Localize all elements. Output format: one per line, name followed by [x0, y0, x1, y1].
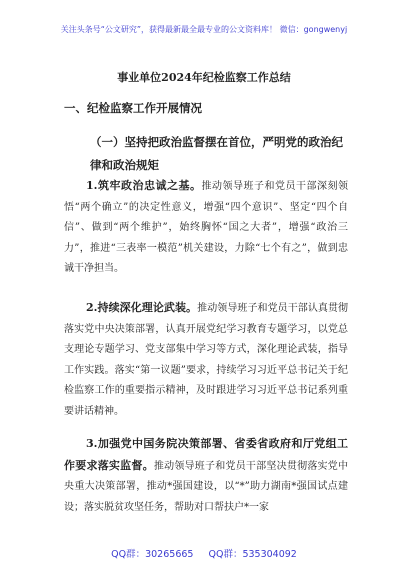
paragraph-3-body: 推动领导班子和党员干部坚决贯彻落实党中央重大决策部署，推动*强国建设，以“*”助力湖南*强国试点建设；落实脱贫攻坚任务，帮助对口帮扶户*一家 — [64, 460, 349, 513]
footer-qq-group-2: QQ群：535304092 — [208, 549, 297, 560]
sub-heading: （一）坚持把政治监督摆在首位，严明党的政治纪律和政治规矩 — [90, 135, 343, 172]
paragraph-3-lead: 3.加强党中国务院决策部署、省委省政府和厅党组工作要求落实监督。 — [64, 437, 348, 472]
paragraph-2-body: 推动领导班子和党员干部认真贯彻落实党中央决策部署，认真开展党纪学习教育专题学习，以党总支理论专题学习、党支部集中学习等方式，深化理论武装，指导工作实践。落实“第一议题”要求，持续学习习近平总书记关于纪检监察工作的重要指示精神，及时跟进学习习近平总书记系列重要讲话精神。 — [64, 303, 349, 417]
paragraph-1-lead: 1.筑牢政治忠诚之基。 — [86, 179, 202, 192]
paragraph-2-lead: 2.持续深化理论武装。 — [86, 301, 198, 314]
document-title: 事业单位2024年纪检监察工作总结 — [117, 71, 291, 84]
paragraph-3 — [64, 434, 348, 518]
footer-qq-group-1: QQ群：30265665 — [111, 549, 194, 560]
promo-banner: 关注头条号“公文研究”，获得最新最全最专业的公文资料库！ 微信：gongwenyj — [60, 25, 348, 34]
footer-contact — [0, 546, 408, 560]
paragraph-1-body: 推动领导班子和党员干部深刻领悟“两个确立”的决定性意义，增强“四个意识”、坚定“四个自信”、做到“两个维护”，始终胸怀“国之大者”，增强“政治三力”，推进“三表率一模范”机关建设，力除“七个有之”，做到忠诚干净担当。 — [64, 181, 349, 274]
paragraph-2 — [64, 298, 348, 422]
section-heading: 一、纪检监察工作开展情况 — [64, 101, 202, 115]
paragraph-1 — [64, 176, 348, 280]
